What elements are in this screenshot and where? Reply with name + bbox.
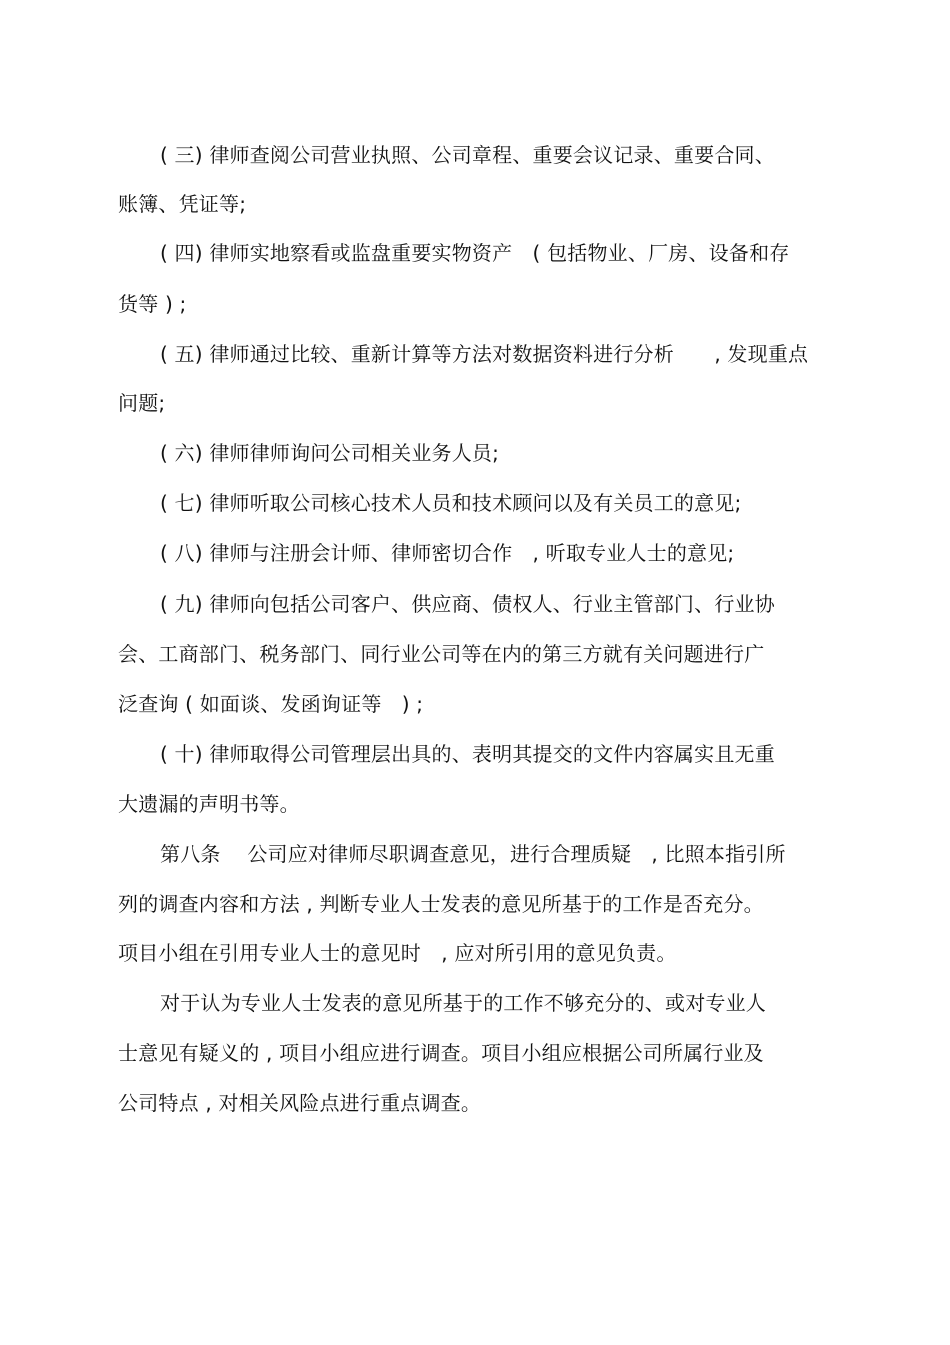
paragraph-line: ( 五) 律师通过比较、重新计算等方法对数据资料进行分析 , 发现重点 [160,342,809,366]
paragraph-line: ( 十) 律师取得公司管理层出具的、表明其提交的文件内容属实且无重 [160,742,775,766]
paragraph-line: 大遗漏的声明书等。 [118,792,300,816]
paragraph-line: 账簿、凭证等; [118,192,247,216]
paragraph-line: 货等 ) ; [118,292,187,316]
paragraph-line: ( 四) 律师实地察看或监盘重要实物资产 ( 包括物业、厂房、设备和存 [160,241,790,265]
paragraph-line: 士意见有疑义的 , 项目小组应进行调查。项目小组应根据公司所属行业及 [118,1041,764,1065]
paragraph-line: 列的调查内容和方法 , 判断专业人士发表的意见所基于的工作是否充分。 [118,892,764,916]
paragraph-line: ( 七) 律师听取公司核心技术人员和技术顾问以及有关员工的意见; [160,491,742,515]
paragraph-line: 问题; [118,391,166,415]
paragraph-line: ( 八) 律师与注册会计师、律师密切合作 , 听取专业人士的意见; [160,541,735,565]
paragraph-line: 泛查询 ( 如面谈、发函询证等 ) ; [118,692,424,716]
paragraph-line: ( 六) 律师律师询问公司相关业务人员; [160,441,500,465]
paragraph-line: 会、工商部门、税务部门、同行业公司等在内的第三方就有关问题进行广 [118,642,765,666]
paragraph-line: ( 九) 律师向包括公司客户、供应商、债权人、行业主管部门、行业协 [160,592,775,616]
paragraph-line: 公司特点 , 对相关风险点进行重点调查。 [118,1091,482,1115]
paragraph-line: 项目小组在引用专业人士的意见时 , 应对所引用的意见负责。 [118,941,677,965]
article-heading-line: 第八条 公司应对律师尽职调查意见，进行合理质疑 , 比照本指引所 [160,842,786,866]
paragraph-line: ( 三) 律师查阅公司营业执照、公司章程、重要会议记录、重要合同、 [160,143,775,167]
paragraph-line: 对于认为专业人士发表的意见所基于的工作不够充分的、或对专业人 [160,991,766,1015]
